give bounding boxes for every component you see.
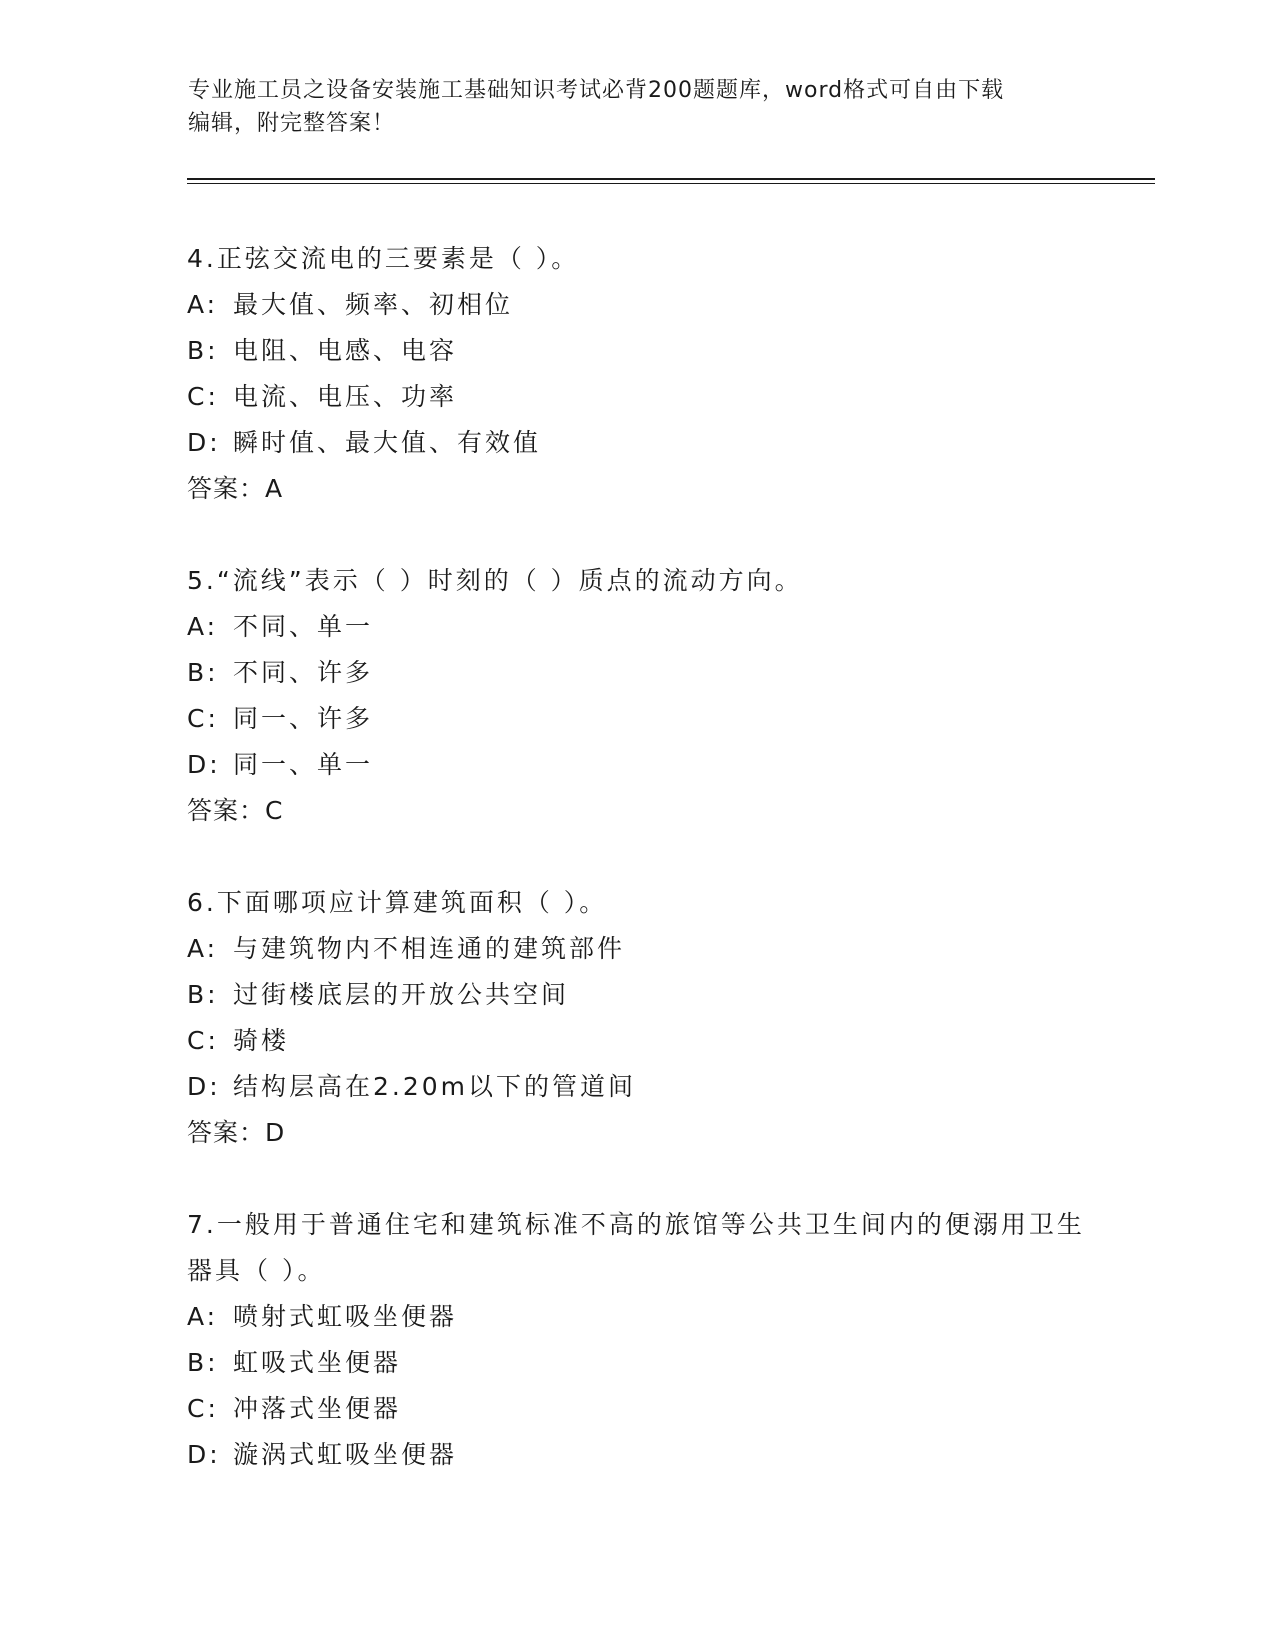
header-line-1: 专业施工员之设备安装施工基础知识考试必背200题题库，word格式可自由下载 bbox=[188, 78, 1005, 103]
document-header bbox=[188, 74, 1088, 140]
option-letter: A: bbox=[187, 612, 219, 641]
question-stem: 6.下面哪项应计算建筑面积（ ）。 bbox=[187, 888, 608, 917]
option-letter: A: bbox=[187, 290, 219, 319]
question-stem: 4.正弦交流电的三要素是（ ）。 bbox=[187, 244, 580, 273]
question-item bbox=[187, 558, 1087, 834]
question-option-b bbox=[187, 328, 1087, 374]
question-answer: 答案：A bbox=[187, 474, 284, 503]
option-letter: B: bbox=[187, 1348, 219, 1377]
option-letter: A: bbox=[187, 934, 219, 963]
question-option-a bbox=[187, 1294, 1087, 1340]
question-option-d bbox=[187, 742, 1087, 788]
option-letter: C: bbox=[187, 1026, 219, 1055]
question-option-b bbox=[187, 1340, 1087, 1386]
option-text: 与建筑物内不相连通的建筑部件 bbox=[233, 934, 626, 963]
option-text: 骑楼 bbox=[233, 1026, 290, 1055]
question-option-c bbox=[187, 1386, 1087, 1432]
option-text: 漩涡式虹吸坐便器 bbox=[233, 1440, 458, 1469]
option-text: 电流、电压、功率 bbox=[233, 382, 458, 411]
question-item bbox=[187, 236, 1087, 512]
option-text: 不同、许多 bbox=[233, 658, 374, 687]
question-option-d bbox=[187, 1432, 1087, 1478]
question-item bbox=[187, 1202, 1087, 1478]
option-text: 最大值、频率、初相位 bbox=[233, 290, 514, 319]
option-letter: C: bbox=[187, 704, 219, 733]
option-text: 不同、单一 bbox=[233, 612, 374, 641]
question-option-b bbox=[187, 650, 1087, 696]
option-text: 电阻、电感、电容 bbox=[233, 336, 458, 365]
header-divider-thick bbox=[187, 178, 1155, 180]
question-option-a bbox=[187, 604, 1087, 650]
option-text: 瞬时值、最大值、有效值 bbox=[233, 428, 542, 457]
question-option-a bbox=[187, 926, 1087, 972]
question-option-c bbox=[187, 696, 1087, 742]
option-letter: A: bbox=[187, 1302, 219, 1331]
question-option-d bbox=[187, 420, 1087, 466]
option-letter: C: bbox=[187, 1394, 219, 1423]
question-answer: 答案：D bbox=[187, 1118, 286, 1147]
option-text: 同一、单一 bbox=[233, 750, 374, 779]
option-letter: B: bbox=[187, 980, 219, 1009]
option-text: 结构层高在2.20m以下的管道间 bbox=[233, 1072, 637, 1101]
option-letter: B: bbox=[187, 336, 219, 365]
option-text: 虹吸式坐便器 bbox=[233, 1348, 402, 1377]
header-line-2: 编辑，附完整答案！ bbox=[188, 111, 396, 136]
option-text: 过街楼底层的开放公共空间 bbox=[233, 980, 570, 1009]
header-divider-thin bbox=[187, 183, 1155, 184]
option-letter: C: bbox=[187, 382, 219, 411]
option-text: 喷射式虹吸坐便器 bbox=[233, 1302, 458, 1331]
question-stem: 5.“流线”表示（ ）时刻的（ ）质点的流动方向。 bbox=[187, 566, 803, 595]
option-letter: D: bbox=[187, 428, 221, 457]
question-answer: 答案：C bbox=[187, 796, 284, 825]
option-text: 同一、许多 bbox=[233, 704, 374, 733]
question-stem: 7.一般用于普通住宅和建筑标准不高的旅馆等公共卫生间内的便溺用卫生器具（ ）。 bbox=[187, 1210, 1085, 1285]
option-letter: D: bbox=[187, 1072, 221, 1101]
option-letter: D: bbox=[187, 1440, 221, 1469]
option-text: 冲落式坐便器 bbox=[233, 1394, 402, 1423]
question-option-a bbox=[187, 282, 1087, 328]
question-item bbox=[187, 880, 1087, 1156]
question-option-d bbox=[187, 1064, 1087, 1110]
question-option-c bbox=[187, 374, 1087, 420]
question-option-c bbox=[187, 1018, 1087, 1064]
option-letter: D: bbox=[187, 750, 221, 779]
question-list bbox=[187, 236, 1087, 1524]
question-option-b bbox=[187, 972, 1087, 1018]
option-letter: B: bbox=[187, 658, 219, 687]
